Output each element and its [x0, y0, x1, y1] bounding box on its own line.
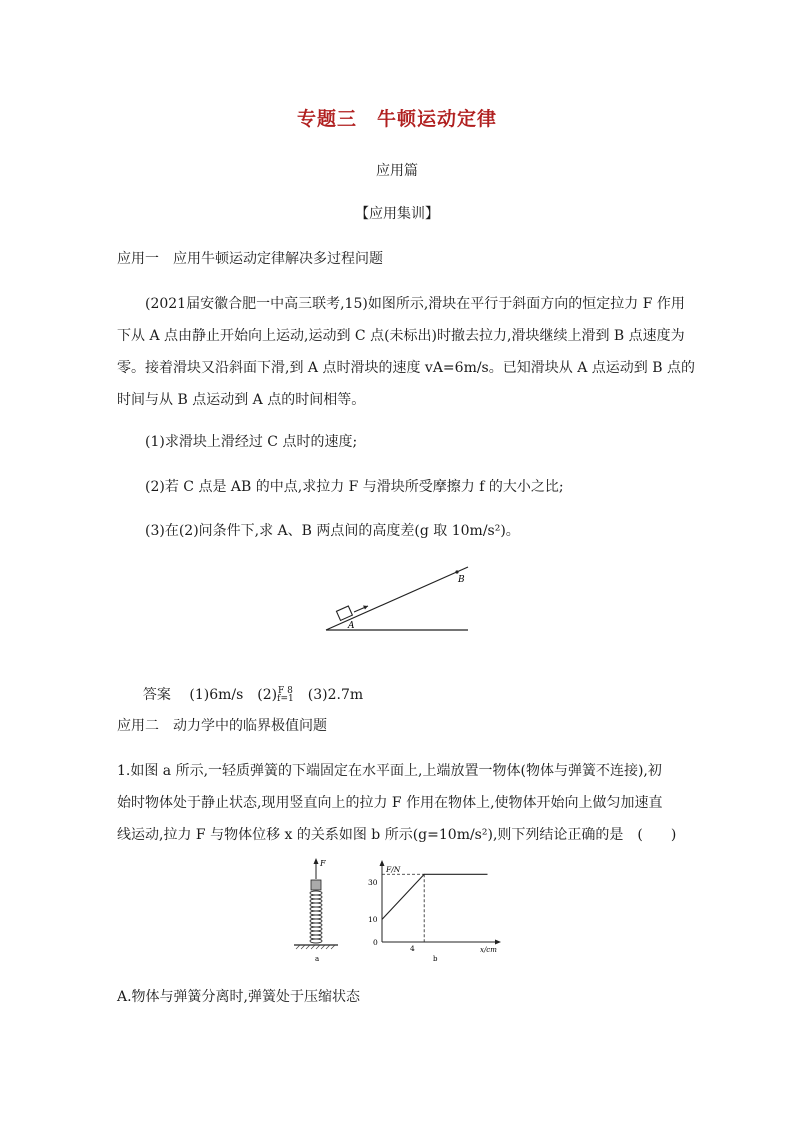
- app1-problem-line-4: 时间与从 B 点运动到 A 点的时间相等。: [117, 392, 366, 408]
- fraction-den-left: f: [277, 694, 281, 704]
- subtitle: 应用篇: [376, 163, 418, 179]
- spring-figure: [290, 855, 346, 965]
- app1-heading: 应用一 应用牛顿运动定律解决多过程问题: [117, 251, 383, 267]
- fraction-num-left: F: [278, 686, 285, 696]
- answer-part-2-prefix: (2): [257, 687, 278, 703]
- page-title: 专题三 牛顿运动定律: [296, 108, 497, 130]
- fraction-eq: =: [280, 694, 289, 704]
- y-tick-0: 0: [373, 938, 378, 947]
- x-axis-arrow: [495, 940, 501, 945]
- y-axis-arrow: [380, 860, 385, 866]
- x-tick-4: 4: [410, 944, 415, 953]
- app1-problem-line-1: (2021届安徽合肥一中高三联考,15)如图所示,滑块在平行于斜面方向的恒定拉力 F 作用: [145, 296, 685, 312]
- app1-question-1: (1)求滑块上滑经过 C 点时的速度;: [145, 434, 358, 450]
- app2-problem-line-3: 线运动,拉力 F 与物体位移 x 的关系如图 b 所示(g=10m/s²),则下列结论正确的是 ( ): [117, 827, 677, 843]
- answer-part-3: (3)2.7m: [307, 687, 364, 703]
- fraction-num-right: 8: [287, 686, 293, 696]
- app2-problem-line-2: 始时物体处于静止状态,现用竖直向上的拉力 F 作用在物体上,使物体开始向上做匀加速直: [117, 795, 663, 811]
- force-label: F: [320, 859, 326, 868]
- app1-problem-line-3: 零。接着滑块又沿斜面下滑,到 A 点时滑块的速度 vA=6m/s。已知滑块从 A 点运动到 B 点的: [117, 360, 695, 376]
- option-a: A.物体与弹簧分离时,弹簧处于压缩状态: [117, 989, 361, 1005]
- answer-label: 答案: [142, 687, 171, 703]
- y-tick-10: 10: [368, 915, 378, 924]
- y-axis-label: F/N: [386, 865, 401, 874]
- section-tag: 【应用集训】: [355, 206, 439, 222]
- force-arrowhead-up: [314, 858, 319, 864]
- fig-a-caption: a: [315, 955, 320, 963]
- spring-coil: [310, 891, 322, 943]
- app2-heading: 应用二 动力学中的临界极值问题: [117, 718, 327, 734]
- x-axis-label: x/cm: [480, 946, 497, 954]
- app2-problem-line-1: 1.如图 a 所示,一轻质弹簧的下端固定在水平面上,上端放置一物体(物体与弹簧不连接),初: [117, 763, 662, 779]
- fraction-den-right: 1: [288, 694, 294, 704]
- incline-figure: [320, 560, 480, 638]
- fx-graph: [358, 855, 508, 965]
- point-a-label: A: [348, 621, 355, 631]
- answer-part-1: (1)6m/s: [189, 687, 244, 703]
- y-tick-30: 30: [368, 878, 378, 887]
- app1-question-2: (2)若 C 点是 AB 的中点,求拉力 F 与滑块所受摩擦力 f 的大小之比;: [145, 479, 564, 495]
- block: [311, 880, 321, 890]
- sliding-block: [336, 606, 352, 620]
- answer-line: [134, 668, 363, 704]
- answer-fraction: [277, 687, 294, 703]
- app1-problem-line-2: 下从 A 点由静止开始向上运动,运动到 C 点(未标出)时撤去拉力,滑块继续上滑到 B 点速度为: [117, 328, 685, 344]
- fx-series-line: [382, 874, 488, 919]
- point-b-label: B: [458, 575, 465, 585]
- point-b-dot: [455, 570, 458, 573]
- fig-b-caption: b: [433, 955, 438, 963]
- app1-question-3: (3)在(2)问条件下,求 A、B 两点间的高度差(g 取 10m/s²)。: [145, 523, 520, 539]
